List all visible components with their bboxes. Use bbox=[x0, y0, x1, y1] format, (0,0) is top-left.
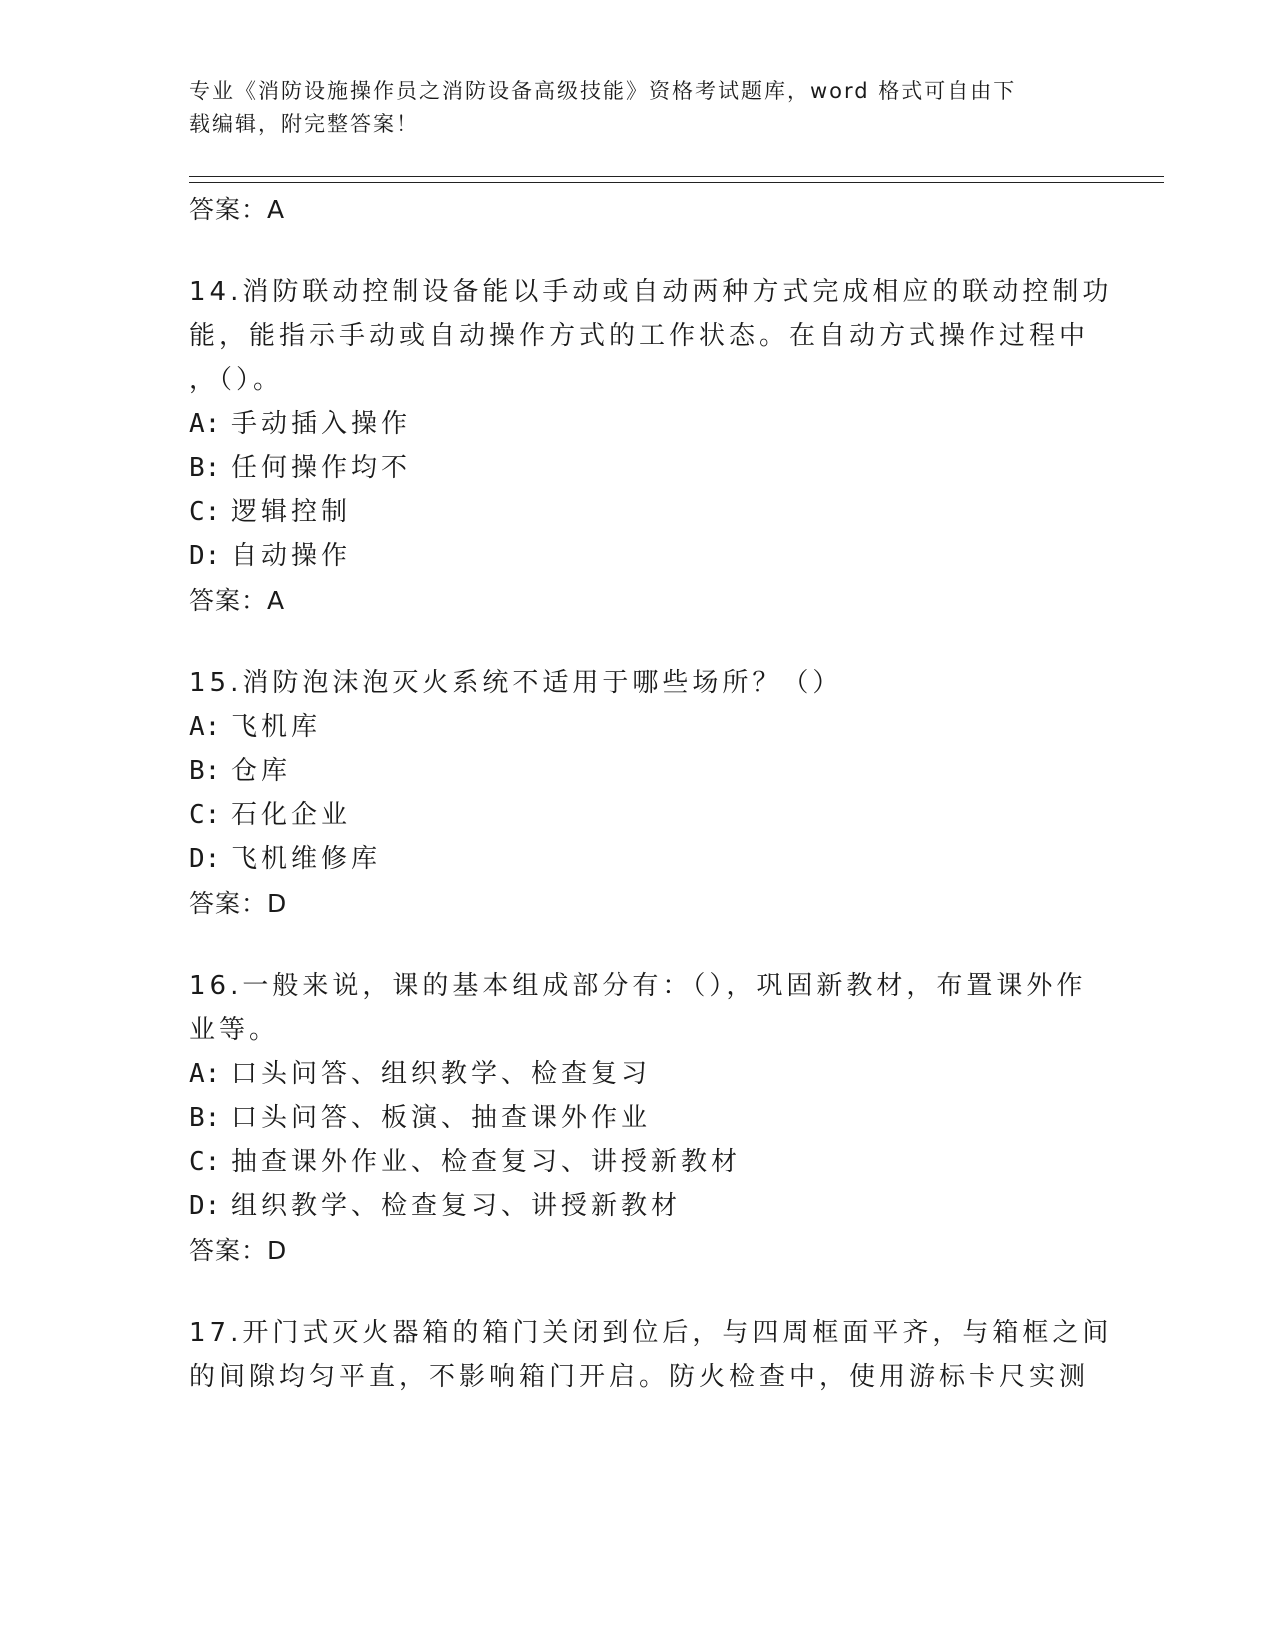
option-text: 仓库 bbox=[231, 756, 292, 786]
question-16-option-d bbox=[189, 1189, 681, 1223]
question-15-option-a bbox=[189, 710, 321, 744]
option-key: D: bbox=[189, 541, 221, 571]
question-16-line-1: 16.一般来说，课的基本组成部分有：（），巩固新教材，布置课外作 bbox=[189, 971, 1087, 1001]
question-16-option-a bbox=[189, 1057, 651, 1091]
option-text: 手动插入操作 bbox=[231, 409, 412, 439]
option-key: A: bbox=[189, 1059, 221, 1089]
question-14-line-1: 14.消防联动控制设备能以手动或自动两种方式完成相应的联动控制功 bbox=[189, 277, 1113, 307]
previous-answer: 答案：A bbox=[189, 195, 286, 224]
option-key: B: bbox=[189, 453, 221, 483]
option-key: C: bbox=[189, 800, 221, 830]
option-key: A: bbox=[189, 409, 221, 439]
option-text: 任何操作均不 bbox=[231, 453, 412, 483]
option-text: 自动操作 bbox=[231, 541, 352, 571]
question-16-line-2: 业等。 bbox=[189, 1015, 280, 1045]
option-key: D: bbox=[189, 844, 221, 874]
question-15-option-d bbox=[189, 842, 381, 876]
question-17-line-2: 的间隙均匀平直，不影响箱门开启。防火检查中，使用游标卡尺实测 bbox=[189, 1362, 1090, 1392]
option-text: 口头问答、板演、抽查课外作业 bbox=[231, 1103, 652, 1133]
question-16-option-c bbox=[189, 1145, 741, 1179]
question-16-answer: 答案：D bbox=[189, 1236, 288, 1265]
question-14-option-c bbox=[189, 495, 351, 529]
question-14-answer: 答案：A bbox=[189, 586, 286, 615]
header-line-2: 载编辑，附完整答案！ bbox=[189, 112, 419, 136]
option-text: 逻辑控制 bbox=[231, 497, 352, 527]
header-rule-top bbox=[189, 176, 1164, 177]
option-key: A: bbox=[189, 712, 221, 742]
option-key: D: bbox=[189, 1191, 221, 1221]
option-text: 石化企业 bbox=[231, 800, 352, 830]
option-key: C: bbox=[189, 1147, 221, 1177]
option-key: B: bbox=[189, 756, 221, 786]
option-key: C: bbox=[189, 497, 221, 527]
header-rule-bottom bbox=[189, 182, 1164, 183]
document-header bbox=[189, 75, 1089, 141]
question-15-answer: 答案：D bbox=[189, 889, 288, 918]
question-14-line-3: ，（）。 bbox=[189, 365, 284, 395]
question-17-line-1: 17.开门式灭火器箱的箱门关闭到位后，与四周框面平齐，与箱框之间 bbox=[189, 1318, 1113, 1348]
question-16-option-b bbox=[189, 1101, 651, 1135]
question-15-line-1: 15.消防泡沫泡灭火系统不适用于哪些场所？（） bbox=[189, 668, 843, 698]
question-14-option-b bbox=[189, 451, 411, 485]
question-15-option-b bbox=[189, 754, 291, 788]
option-text: 组织教学、检查复习、讲授新教材 bbox=[231, 1191, 682, 1221]
option-text: 抽查课外作业、检查复习、讲授新教材 bbox=[231, 1147, 742, 1177]
option-text: 口头问答、组织教学、检查复习 bbox=[231, 1059, 652, 1089]
option-text: 飞机库 bbox=[231, 712, 322, 742]
question-14-line-2: 能，能指示手动或自动操作方式的工作状态。在自动方式操作过程中 bbox=[189, 321, 1090, 351]
header-line-1: 专业《消防设施操作员之消防设备高级技能》资格考试题库，word 格式可自由下 bbox=[189, 79, 1017, 103]
question-14-option-d bbox=[189, 539, 351, 573]
question-14-option-a bbox=[189, 407, 411, 441]
option-text: 飞机维修库 bbox=[231, 844, 382, 874]
option-key: B: bbox=[189, 1103, 221, 1133]
question-15-option-c bbox=[189, 798, 351, 832]
